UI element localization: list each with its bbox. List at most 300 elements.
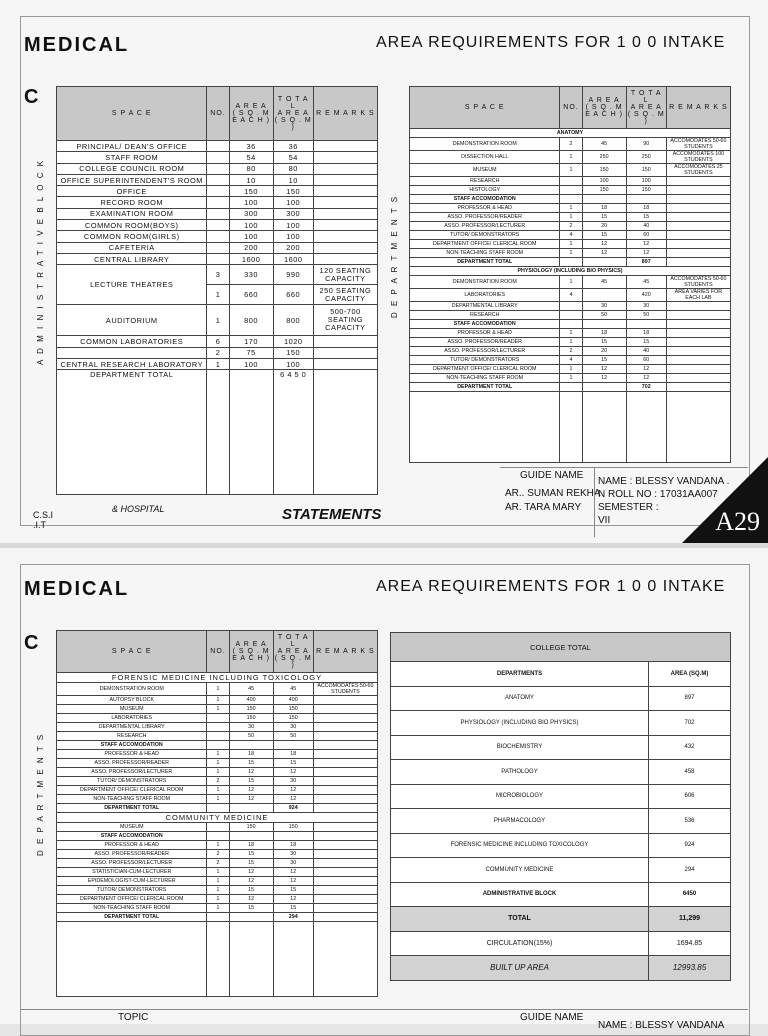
cell: 15 <box>229 777 273 786</box>
cell <box>229 370 273 495</box>
cell: DEPARTMENT OFFICE/ CLERICAL ROOM <box>57 895 207 904</box>
table-row <box>410 365 731 374</box>
col-remarks: R E M A R K S <box>313 87 377 141</box>
dept-area: 924 <box>649 833 731 858</box>
cell: 12 <box>626 365 666 374</box>
cell: TUTOR/ DEMONSTRATORS <box>57 777 207 786</box>
cell <box>313 886 377 895</box>
cell: 800 <box>229 305 273 336</box>
cell <box>313 868 377 877</box>
table-row <box>57 723 378 732</box>
cell <box>207 741 229 750</box>
built-up-label: BUILT UP AREA <box>391 956 649 981</box>
cell: 1 <box>560 240 582 249</box>
table-row <box>57 705 378 714</box>
cell: 12 <box>273 868 313 877</box>
cell: DEPARTMENT OFFICE/ CLERICAL ROOM <box>57 786 207 795</box>
table-row <box>57 305 378 336</box>
table-row <box>410 258 731 267</box>
cell: 1 <box>560 204 582 213</box>
cell: ASSO. PROFESSOR/LECTURER <box>57 859 207 868</box>
cell: NON-TEACHING STAFF ROOM <box>57 795 207 804</box>
cell <box>229 741 273 750</box>
cell <box>207 832 229 841</box>
cell: 90 <box>626 138 666 151</box>
cell <box>207 253 229 264</box>
roll-no: N ROLL NO : 17031AA007 <box>598 489 718 500</box>
dept-name: COMMUNITY MEDICINE <box>391 858 649 883</box>
cell <box>666 392 730 463</box>
cell: 15 <box>273 759 313 768</box>
cell: 1 <box>560 365 582 374</box>
col-remarks: R E M A R K S <box>313 631 377 673</box>
dept-name: PHYSIOLOGY (INCLUDING BIO PHYSICS) <box>391 711 649 736</box>
table-row <box>410 129 731 138</box>
table-row <box>391 686 731 711</box>
cell: 100 <box>273 197 313 208</box>
cell: 15 <box>582 338 626 347</box>
cell <box>313 242 377 253</box>
cell <box>313 859 377 868</box>
staff-heading: STAFF ACCOMODATION <box>57 741 207 750</box>
cell <box>313 186 377 197</box>
cell: 30 <box>273 723 313 732</box>
table-row <box>410 164 731 177</box>
cell: PROFESSOR & HEAD <box>410 204 560 213</box>
dept-area: 606 <box>649 784 731 809</box>
cell: CENTRAL RESEARCH LABORATORY <box>57 358 207 369</box>
departments-label: D E P A R T M E N T S <box>390 194 399 318</box>
dept-name: MICROBIOLOGY <box>391 784 649 809</box>
section-title: COMMUNITY MEDICINE <box>57 813 378 823</box>
table-row <box>57 850 378 859</box>
cell: 120 SEATING CAPACITY <box>313 265 377 285</box>
cell: OFFICE SUPERINTENDENT'S ROOM <box>57 174 207 185</box>
cell: 200 <box>273 242 313 253</box>
cell: ASSO. PROFESSOR/READER <box>410 338 560 347</box>
cell: 45 <box>582 276 626 289</box>
cell: EXAMINATION ROOM <box>57 208 207 219</box>
table-row <box>391 907 731 932</box>
col-area: A R E A ( S Q . M E A C H ) <box>582 87 626 129</box>
staff-heading: STAFF ACCOMODATION <box>57 832 207 841</box>
cell: 18 <box>229 841 273 850</box>
cell <box>207 231 229 242</box>
cell: 2 <box>560 222 582 231</box>
table-row <box>410 231 731 240</box>
table-row <box>391 882 731 907</box>
cell: 1 <box>560 151 582 164</box>
anatomy-physiology-rows <box>410 129 731 463</box>
cell <box>582 320 626 329</box>
col-no: NO. <box>207 87 229 141</box>
table-row <box>57 823 378 832</box>
cell: 54 <box>273 152 313 163</box>
dept-area: 536 <box>649 809 731 834</box>
cell: 12 <box>273 895 313 904</box>
table-row <box>410 320 731 329</box>
cell: 50 <box>582 311 626 320</box>
cell: RESEARCH <box>57 732 207 741</box>
sheet-subtitle: AREA REQUIREMENTS FOR 1 0 0 INTAKE <box>376 34 726 51</box>
cell: RESEARCH <box>410 177 560 186</box>
admin-total-value: 6 4 5 0 <box>273 370 313 495</box>
cell: 300 <box>273 208 313 219</box>
table-row <box>57 370 378 495</box>
table-row <box>391 711 731 736</box>
cell: 400 <box>273 696 313 705</box>
cell: ACCOMODATES 50-60 STUDENTS <box>666 138 730 151</box>
cell: ACCOMODATES 50-60 STUDENTS <box>313 683 377 696</box>
cell: 45 <box>273 683 313 696</box>
cell: 18 <box>582 329 626 338</box>
cell: DEMONSTRATION ROOM <box>410 276 560 289</box>
titleblock-rule <box>20 1009 748 1010</box>
cell: 1 <box>207 358 229 369</box>
cell: 2 <box>560 347 582 356</box>
cell: 12 <box>273 795 313 804</box>
built-up-value: 12993.85 <box>649 956 731 981</box>
cell: 15 <box>582 356 626 365</box>
cell: 1 <box>207 795 229 804</box>
cell: 660 <box>229 285 273 305</box>
cell: 15 <box>229 904 273 913</box>
cell <box>207 732 229 741</box>
cell: 250 SEATING CAPACITY <box>313 285 377 305</box>
cell: 50 <box>229 732 273 741</box>
cell: 2 <box>560 138 582 151</box>
table-row <box>57 696 378 705</box>
cell: 80 <box>273 163 313 174</box>
cell: 18 <box>626 204 666 213</box>
cell: OFFICE <box>57 186 207 197</box>
table-row <box>57 886 378 895</box>
cell: 1 <box>207 841 229 850</box>
cell: 18 <box>273 841 313 850</box>
cell <box>207 208 229 219</box>
table-row <box>57 913 378 922</box>
table-row <box>57 336 378 347</box>
guide-2: AR. TARA MARY <box>505 502 582 513</box>
cell <box>666 338 730 347</box>
cell <box>313 696 377 705</box>
table-row <box>57 358 378 369</box>
cell: 15 <box>273 886 313 895</box>
cell: PRINCIPAL/ DEAN'S OFFICE <box>57 141 207 152</box>
cell: 150 <box>582 186 626 195</box>
table-row <box>410 392 731 463</box>
cell <box>313 877 377 886</box>
cell <box>313 804 377 813</box>
cell <box>207 242 229 253</box>
dept-total-value: 702 <box>626 383 666 392</box>
col-no: NO. <box>207 631 229 673</box>
table-row <box>57 786 378 795</box>
cell <box>313 174 377 185</box>
cell: 45 <box>582 138 626 151</box>
cell: 12 <box>229 895 273 904</box>
cell: STATISTICIAN-CUM-LECTURER <box>57 868 207 877</box>
cell: 50 <box>626 311 666 320</box>
col-remarks: R E M A R K S <box>666 87 730 129</box>
cell: 12 <box>626 249 666 258</box>
cell <box>207 163 229 174</box>
forensic-community-table <box>56 630 378 997</box>
cell: 100 <box>582 177 626 186</box>
cell: 150 <box>626 186 666 195</box>
cell: 250 <box>582 151 626 164</box>
cell: 30 <box>229 723 273 732</box>
table-row <box>57 741 378 750</box>
cell <box>560 177 582 186</box>
table-row <box>410 213 731 222</box>
table-row <box>57 220 378 231</box>
cell: ASSO. PROFESSOR/LECTURER <box>410 222 560 231</box>
cell <box>313 841 377 850</box>
cell: 15 <box>273 904 313 913</box>
cell <box>582 383 626 392</box>
cell: 30 <box>273 850 313 859</box>
cell: 15 <box>229 850 273 859</box>
student-name: NAME : BLESSY VANDANA <box>598 1020 725 1031</box>
admin-rows <box>57 141 378 495</box>
cell: 1 <box>560 164 582 177</box>
table-row <box>57 841 378 850</box>
cell: 300 <box>229 208 273 219</box>
cell: 1 <box>207 786 229 795</box>
col-space: S P A C E <box>57 87 207 141</box>
table-row <box>57 174 378 185</box>
college-total-title: COLLEGE TOTAL <box>391 633 731 662</box>
cell: EPIDEMOLOGIST-CUM-LECTURER <box>57 877 207 886</box>
forensic-community-rows <box>57 673 378 997</box>
table-row <box>57 231 378 242</box>
cell: 40 <box>626 222 666 231</box>
cell: 1600 <box>273 253 313 264</box>
cell: 150 <box>229 823 273 832</box>
table-row <box>391 784 731 809</box>
cell <box>666 258 730 267</box>
cell: ACCOMODATES 25 STUDENTS <box>666 164 730 177</box>
dept-name: PHARMACOLOGY <box>391 809 649 834</box>
cell <box>313 370 377 495</box>
dept-total-label: DEPARTMENT TOTAL <box>410 383 560 392</box>
guide-label: GUIDE NAME <box>520 470 584 481</box>
cell: 15 <box>229 859 273 868</box>
cell: DEPARTMENTAL LIBRARY <box>57 723 207 732</box>
cell: 10 <box>273 174 313 185</box>
cell: 36 <box>273 141 313 152</box>
cell <box>560 195 582 204</box>
cell <box>313 208 377 219</box>
cell: 75 <box>229 347 273 358</box>
cell: 18 <box>229 750 273 759</box>
cell: 12 <box>273 768 313 777</box>
cell <box>207 370 229 495</box>
cell: 50 <box>273 732 313 741</box>
cell: 12 <box>582 240 626 249</box>
cell: 1 <box>207 868 229 877</box>
cell <box>313 850 377 859</box>
topic-label: TOPIC <box>118 1012 149 1023</box>
table-row <box>410 289 731 302</box>
cell: CAFETERIA <box>57 242 207 253</box>
dept-area: 702 <box>649 711 731 736</box>
col-area: A R E A ( S Q . M E A C H ) <box>229 87 273 141</box>
cell <box>666 177 730 186</box>
table-row <box>410 249 731 258</box>
cell <box>207 823 229 832</box>
cell: COLLEGE COUNCIL ROOM <box>57 163 207 174</box>
cell <box>666 213 730 222</box>
cell <box>626 392 666 463</box>
cell: 20 <box>582 347 626 356</box>
semester-value: VII <box>598 515 611 526</box>
cell <box>313 336 377 347</box>
cell: COMMON ROOM(BOYS) <box>57 220 207 231</box>
cell: 1 <box>207 895 229 904</box>
cell: PROFESSOR & HEAD <box>57 750 207 759</box>
table-row <box>57 859 378 868</box>
cell: 12 <box>273 877 313 886</box>
section-title: PHYSIOLOGY (INCLUDING BIO PHYSICS) <box>410 267 731 276</box>
cell: LABORATORIES <box>410 289 560 302</box>
cell: 12 <box>229 795 273 804</box>
cell: 150 <box>273 705 313 714</box>
cell: 330 <box>229 265 273 285</box>
cell: NON-TEACHING STAFF ROOM <box>410 249 560 258</box>
cell <box>313 141 377 152</box>
cell: 150 <box>582 164 626 177</box>
cell <box>229 832 273 841</box>
cell: 2 <box>207 850 229 859</box>
cell: PROFESSOR & HEAD <box>410 329 560 338</box>
cell <box>207 913 229 922</box>
guide-1: AR.. SUMAN REKHA <box>505 488 601 499</box>
cell <box>207 141 229 152</box>
cell <box>313 152 377 163</box>
cell: 1 <box>207 696 229 705</box>
college-total-rows <box>391 662 731 981</box>
cell: 1 <box>560 374 582 383</box>
cell: DEPARTMENTAL LIBRARY <box>410 302 560 311</box>
cell: 100 <box>229 231 273 242</box>
cell <box>666 383 730 392</box>
table-row <box>410 267 731 276</box>
table-row <box>391 858 731 883</box>
cell: 1 <box>560 329 582 338</box>
titleblock-rule <box>594 467 595 537</box>
cell: 150 <box>273 347 313 358</box>
cell <box>313 714 377 723</box>
cell: 30 <box>582 302 626 311</box>
cell <box>313 220 377 231</box>
table-row <box>410 204 731 213</box>
cell: 800 <box>273 305 313 336</box>
cell: 150 <box>626 164 666 177</box>
cell: 18 <box>582 204 626 213</box>
cell: 12 <box>626 374 666 383</box>
cell: ASSO. PROFESSOR/READER <box>410 213 560 222</box>
cell: 400 <box>229 696 273 705</box>
cell: 40 <box>626 347 666 356</box>
cell <box>313 750 377 759</box>
cell: ACCOMODATES 100 STUDENTS <box>666 151 730 164</box>
cell <box>560 258 582 267</box>
cell: MUSEUM <box>410 164 560 177</box>
table-row <box>57 759 378 768</box>
cell: RECORD ROOM <box>57 197 207 208</box>
cell: 15 <box>626 213 666 222</box>
cell <box>207 186 229 197</box>
table-row <box>57 832 378 841</box>
section-title: FORENSIC MEDICINE INCLUDING TOXICOLOGY <box>57 673 378 683</box>
cell: 150 <box>229 186 273 197</box>
cell: 4 <box>560 356 582 365</box>
cell: 250 <box>626 151 666 164</box>
cell: 15 <box>626 338 666 347</box>
cell <box>313 163 377 174</box>
cell: MUSEUM <box>57 705 207 714</box>
lecture-space: LECTURE THEATRES <box>57 265 207 305</box>
table-row <box>57 732 378 741</box>
cell <box>582 392 626 463</box>
cell <box>313 732 377 741</box>
table-row <box>391 809 731 834</box>
table-row <box>410 195 731 204</box>
cell: 2 <box>207 859 229 868</box>
table-row <box>57 208 378 219</box>
table-row <box>391 662 731 687</box>
cell: 200 <box>229 242 273 253</box>
cell: 150 <box>229 705 273 714</box>
table-row <box>57 265 378 285</box>
cell: 15 <box>229 886 273 895</box>
table-row <box>410 177 731 186</box>
table-row <box>57 197 378 208</box>
cell: DISSECTION HALL <box>410 151 560 164</box>
cell <box>313 231 377 242</box>
cell <box>313 795 377 804</box>
table-row <box>57 777 378 786</box>
cell: 4 <box>560 231 582 240</box>
dept-total-value: 924 <box>273 804 313 813</box>
dept-area: 294 <box>649 858 731 883</box>
staff-heading: STAFF ACCOMODATION <box>410 320 560 329</box>
cell <box>560 186 582 195</box>
cell <box>626 195 666 204</box>
cell <box>313 895 377 904</box>
cell: 4 <box>560 289 582 302</box>
cell <box>666 320 730 329</box>
cell: NON-TEACHING STAFF ROOM <box>57 904 207 913</box>
hospital-text: & HOSPITAL <box>112 504 165 514</box>
table-row <box>410 311 731 320</box>
cell <box>229 804 273 813</box>
cell: PROFESSOR & HEAD <box>57 841 207 850</box>
cell: 2 <box>207 347 229 358</box>
cell: 1 <box>207 285 229 305</box>
cell: 660 <box>273 285 313 305</box>
cell <box>273 832 313 841</box>
cell <box>313 741 377 750</box>
cell <box>313 723 377 732</box>
cell: TUTOR/ DEMONSTRATORS <box>410 231 560 240</box>
cell <box>207 220 229 231</box>
cell: 12 <box>229 786 273 795</box>
cell: TUTOR/ DEMONSTRATORS <box>57 886 207 895</box>
table-row <box>410 151 731 164</box>
